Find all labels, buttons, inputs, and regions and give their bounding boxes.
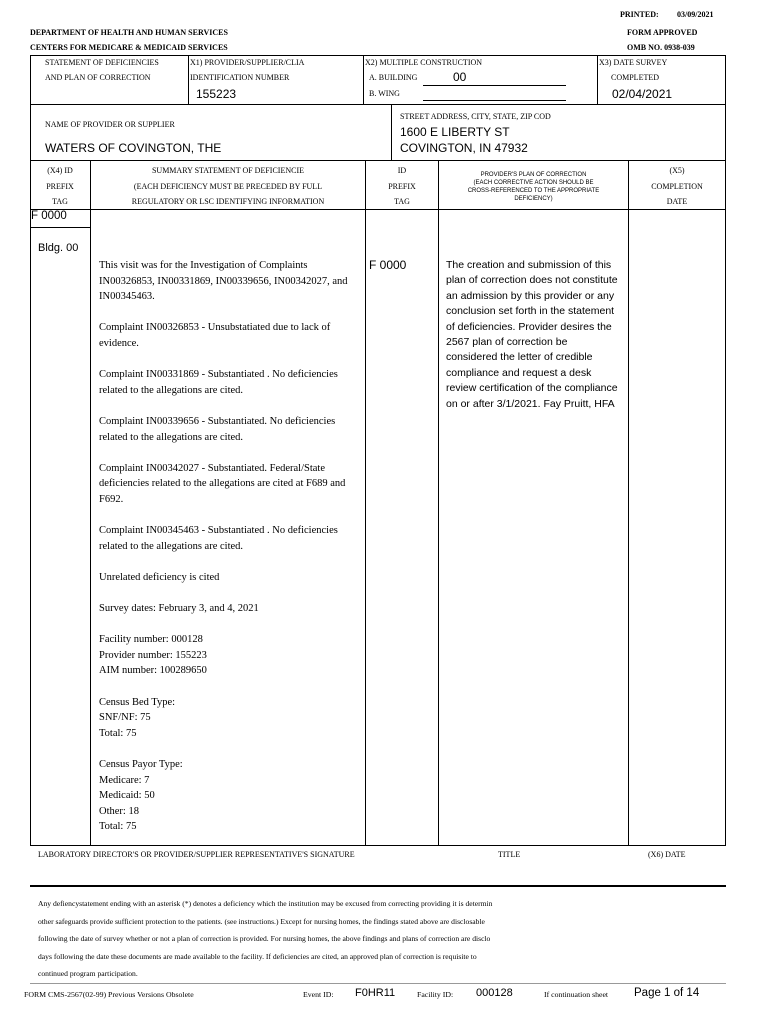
event-id-label: Event ID:: [303, 990, 334, 999]
wing-label: B. WING: [369, 89, 400, 98]
wing-underline: [423, 100, 566, 101]
col-divider-summary: [365, 160, 366, 845]
statement-label-1: STATEMENT OF DEFICIENCIES: [45, 58, 159, 67]
summary-paragraph: Census Payor Type: Medicare: 7 Medicaid: 50 Other: 18 Total: 75: [99, 759, 183, 833]
x1-label-1: X1) PROVIDER/SUPPLIER/CLIA: [190, 58, 305, 67]
divider-x2: [363, 55, 364, 104]
right-border: [725, 55, 726, 845]
building-underline: [423, 85, 566, 86]
id-header-1: ID: [397, 166, 407, 175]
left-tag-underline: [30, 227, 90, 228]
signature-row-bottom-border: [30, 885, 726, 887]
x3-label-1: X3) DATE SURVEY: [599, 58, 668, 67]
disclaimer-line: continued program participation.: [38, 969, 138, 978]
printed-label: PRINTED:: [620, 10, 659, 19]
summary-paragraph: Unrelated deficiency is cited: [99, 571, 220, 583]
x5-header-3: DATE: [666, 197, 688, 206]
form-approved: FORM APPROVED: [627, 28, 698, 37]
building-label: A. BUILDING: [369, 73, 418, 82]
disclaimer-line: other safeguards provide sufficient protection to the patients. (see instructions.) Except for nursing homes, the findings stated above are disclosable: [38, 916, 485, 926]
summary-paragraph: Census Bed Type: SNF/NF: 75 Total: 75: [99, 696, 176, 739]
id-header-3: TAG: [394, 197, 410, 206]
printed-date: 03/09/2021: [677, 10, 714, 19]
plan-header-3: CROSS-REFERENCED TO THE APPROPRIATE: [467, 188, 600, 194]
signature-label: LABORATORY DIRECTOR'S OR PROVIDER/SUPPLIER REPRESENTATIVE'S SIGNATURE: [38, 850, 355, 859]
cms-line: CENTERS FOR MEDICARE & MEDICAID SERVICES: [30, 43, 228, 52]
omb-number: OMB NO. 0938-039: [627, 43, 695, 52]
summary-paragraph: Complaint IN00339656 - Substantiated. No deficiencies related to the allegations are cited.: [99, 415, 336, 443]
summary-paragraph: Complaint IN00345463 - Substantiated . No deficiencies related to the allegations are cited.: [99, 525, 338, 552]
summary-header-2: (EACH DEFICIENCY MUST BE PRECEDED BY FULL: [133, 182, 323, 191]
divider-x3: [597, 55, 598, 104]
x5-header-1: (X5): [669, 166, 685, 175]
col-divider-id: [438, 160, 439, 845]
provider-name-label: NAME OF PROVIDER OR SUPPLIER: [45, 120, 175, 129]
disclaimer-note: [38, 895, 728, 983]
continuation-label: If continuation sheet: [544, 990, 609, 999]
x4-header-3: TAG: [52, 197, 68, 206]
provider-name-value: WATERS OF COVINGTON, THE: [45, 141, 222, 155]
top-table-row-divider: [30, 104, 726, 105]
disclaimer-line: following the date of survey whether or not a plan of correction is provided. For nursing homes, the above findings and plans of correction are disclo: [38, 934, 491, 943]
top-table-bottom-border: [30, 160, 726, 161]
building-value: 00: [453, 70, 467, 84]
footer-dotted-rule: [30, 983, 726, 984]
plan-header-4: DEFICIENCY): [514, 196, 553, 202]
title-label: TITLE: [498, 850, 521, 859]
provider-id-value: 155223: [196, 87, 237, 101]
summary-header-3: REGULATORY OR LSC IDENTIFYING INFORMATION: [131, 197, 325, 206]
x2-label: X2) MULTIPLE CONSTRUCTION: [365, 58, 483, 67]
building-tag: Bldg. 00: [38, 242, 79, 254]
statement-label-2: AND PLAN OF CORRECTION: [45, 73, 151, 82]
column-header-bottom-border: [30, 209, 726, 210]
summary-paragraph: Facility number: 000128 Provider number: 155223 AIM number: 100289650: [99, 634, 207, 677]
page-number: Page 1 of 14: [634, 987, 700, 999]
plan-header-2: (EACH CORRECTIVE ACTION SHOULD BE: [473, 180, 594, 186]
left-prefix-tag: F 0000: [31, 210, 67, 222]
summary-paragraph: Complaint IN00326853 - Unsubstatiated due to lack of evidence.: [99, 322, 331, 349]
col-divider-plan: [628, 160, 629, 845]
col-divider-x4: [90, 160, 91, 845]
address-line-1: 1600 E LIBERTY ST: [400, 125, 510, 139]
address-line-2: COVINGTON, IN 47932: [400, 141, 528, 155]
summary-paragraph: Complaint IN00331869 - Substantiated . No deficiencies related to the allegations are cited.: [99, 369, 338, 396]
x4-header-2: PREFIX: [46, 182, 74, 191]
x4-header-1: (X4) ID: [47, 166, 73, 175]
disclaimer-line: days following the date these documents are made available to the facility. If deficiencies are cited, an approved plan of correction is requisite to: [38, 951, 477, 961]
right-prefix-tag: F 0000: [369, 258, 407, 272]
summary-paragraph: Complaint IN00342027 - Substantiated. Federal/State deficiencies related to the allegations are cited at F689 and F692.: [99, 462, 346, 505]
x3-label-2: COMPLETED: [611, 73, 659, 82]
summary-paragraph: This visit was for the Investigation of Complaints IN00326853, IN00331869, IN00339656, IN00342027, and IN00345463.: [99, 260, 348, 303]
address-label: STREET ADDRESS, CITY, STATE, ZIP COD: [400, 112, 551, 121]
form-id: FORM CMS-2567(02-99) Previous Versions Obsolete: [24, 990, 194, 999]
plan-header-1: PROVIDER'S PLAN OF CORRECTION: [480, 172, 587, 178]
summary-statement: [99, 258, 364, 851]
facility-id-label: Facility ID:: [417, 990, 454, 999]
x1-label-2: IDENTIFICATION NUMBER: [190, 73, 290, 82]
disclaimer-line: Any defiencystatement ending with an asterisk (*) denotes a deficiency which the institution may be excused from correcting providing it is determin: [38, 899, 493, 908]
top-table-top-border: [30, 55, 726, 56]
divider-address: [391, 104, 392, 160]
event-id-value: F0HR11: [355, 987, 396, 999]
divider-x1: [188, 55, 189, 104]
x5-header-2: COMPLETION: [651, 182, 703, 191]
summary-paragraph: Survey dates: February 3, and 4, 2021: [99, 603, 259, 615]
department-line: DEPARTMENT OF HEALTH AND HUMAN SERVICES: [30, 28, 228, 37]
survey-date-value: 02/04/2021: [612, 87, 673, 101]
facility-id-value: 000128: [476, 987, 513, 999]
signature-row-top-border: [30, 845, 726, 846]
x6-date-label: (X6) DATE: [648, 850, 686, 859]
plan-of-correction-text: The creation and submission of this plan of correction does not constitute an admission by this provider or any conclusion set forth in the statement of deficiencies. Provider desires the 2567 plan of correction be considered the letter of credible compliance and request a desk review certification of the compliance on or after 3/1/2021. Fay Pruitt, HFA: [446, 259, 618, 410]
summary-header-1: SUMMARY STATEMENT OF DEFICIENCIE: [151, 166, 305, 175]
id-header-2: PREFIX: [388, 182, 416, 191]
